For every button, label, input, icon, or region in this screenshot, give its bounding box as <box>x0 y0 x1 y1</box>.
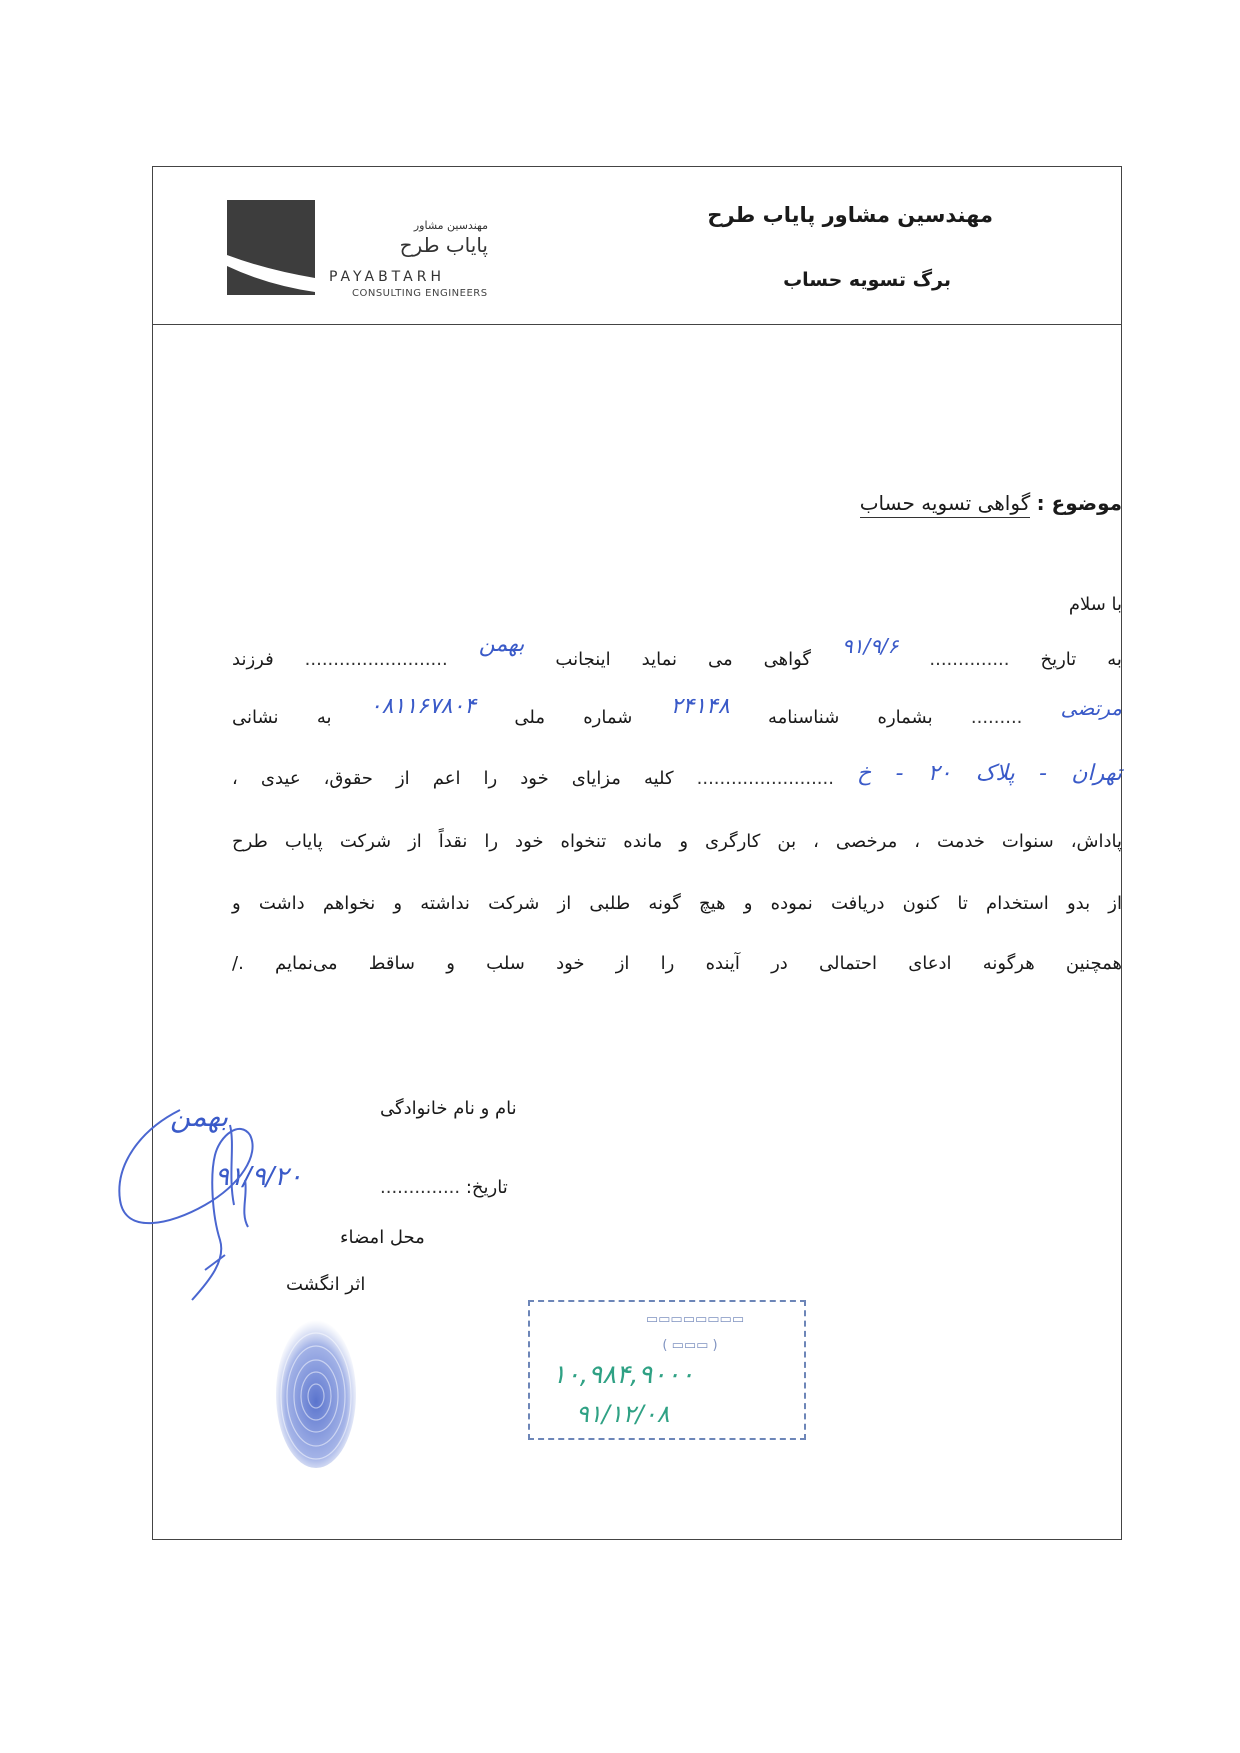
father-blank: ......... <box>970 707 1023 728</box>
handwritten-birth-cert: ۲۴۱۴۸ <box>670 694 730 719</box>
logo-mark <box>227 200 315 295</box>
handwritten-father: مرتضی <box>1060 696 1122 720</box>
address-blank: ........................ <box>696 768 834 789</box>
date-blank: .............. <box>929 649 1010 670</box>
stamp-subheader-text: ( ▭▭▭ ) <box>662 1338 718 1353</box>
fingerprint-image <box>273 1316 359 1471</box>
stamp-date: ۹۱/۱۲/۰۸ <box>576 1400 670 1428</box>
thumbprint-label: اثر انگشت <box>286 1274 366 1295</box>
body-line-4: پاداش، سنوات خدمت ، مرخصی ، بن کارگری و مانده تنخواه خود را نقداً از شرکت پایاب طرح <box>232 831 1122 852</box>
name-blank: ......................... <box>304 649 448 670</box>
body-line-2 <box>232 694 1122 730</box>
stamp-amount: ۱۰,۹۸۴,۹۰۰۰ <box>552 1360 695 1390</box>
signature-place-label: محل امضاء <box>340 1227 425 1248</box>
body-text: بشماره شناسنامه <box>767 707 933 728</box>
body-text: گواهی می نماید اینجانب <box>555 649 811 670</box>
subject-label: موضوع : <box>1036 491 1122 515</box>
company-name: مهندسین مشاور پایاب طرح <box>707 203 993 227</box>
sign-date-label-text: تاریخ: <box>465 1177 508 1198</box>
handwritten-national-id: ۰۸۱۱۶۷۸۰۴ <box>369 694 477 719</box>
sign-date-label <box>380 1177 508 1198</box>
body-text: فرزند <box>232 649 274 670</box>
body-line-3 <box>232 761 1122 791</box>
greeting: با سلام <box>1068 594 1122 615</box>
handwritten-date: ۹۱/۹/۶ <box>841 634 899 658</box>
body-text: به نشانی <box>232 707 332 728</box>
sign-date-blank: .............. <box>380 1177 461 1198</box>
logo-fa-subtitle: مهندسین مشاور <box>413 219 488 232</box>
body-line-1 <box>232 632 1122 672</box>
logo-fa-title: پایاب طرح <box>399 233 488 257</box>
payment-stamp <box>528 1300 806 1440</box>
signer-name-label: نام و نام خانوادگی <box>380 1098 517 1119</box>
handwritten-sign-date: ۹۱/۹/۲۰ <box>215 1162 303 1192</box>
document-header <box>153 167 1121 325</box>
logo-en-title: PAYABTARH <box>329 269 445 285</box>
body-text: به تاریخ <box>1040 649 1122 670</box>
body-line-5: از بدو استخدام تا کنون دریافت نموده و هیچ گونه طلبی از شرکت نداشته و نخواهم داشت و <box>232 893 1122 914</box>
subject-row <box>860 491 1122 515</box>
form-title: برگ تسویه حساب <box>783 269 951 291</box>
signature-scribble <box>110 1065 310 1325</box>
subject-value: گواهی تسویه حساب <box>860 491 1031 518</box>
body-text: شماره ملی <box>514 707 633 728</box>
handwritten-signer-name: بهمن <box>170 1100 229 1133</box>
stamp-header-text: ▭▭▭▭▭▭▭▭ <box>645 1312 745 1327</box>
body-line-6: همچنین هرگونه ادعای احتمالی در آینده را از خود سلب و ساقط می‌نمایم ./ <box>232 953 1122 974</box>
handwritten-name: بهمن <box>478 632 525 657</box>
logo-en-subtitle: CONSULTING ENGINEERS <box>352 288 488 299</box>
handwritten-address: تهران - پلاک ۲۰ - خ <box>857 761 1122 786</box>
body-text: کلیه مزایای خود را اعم از حقوق، عیدی ، <box>232 768 674 789</box>
